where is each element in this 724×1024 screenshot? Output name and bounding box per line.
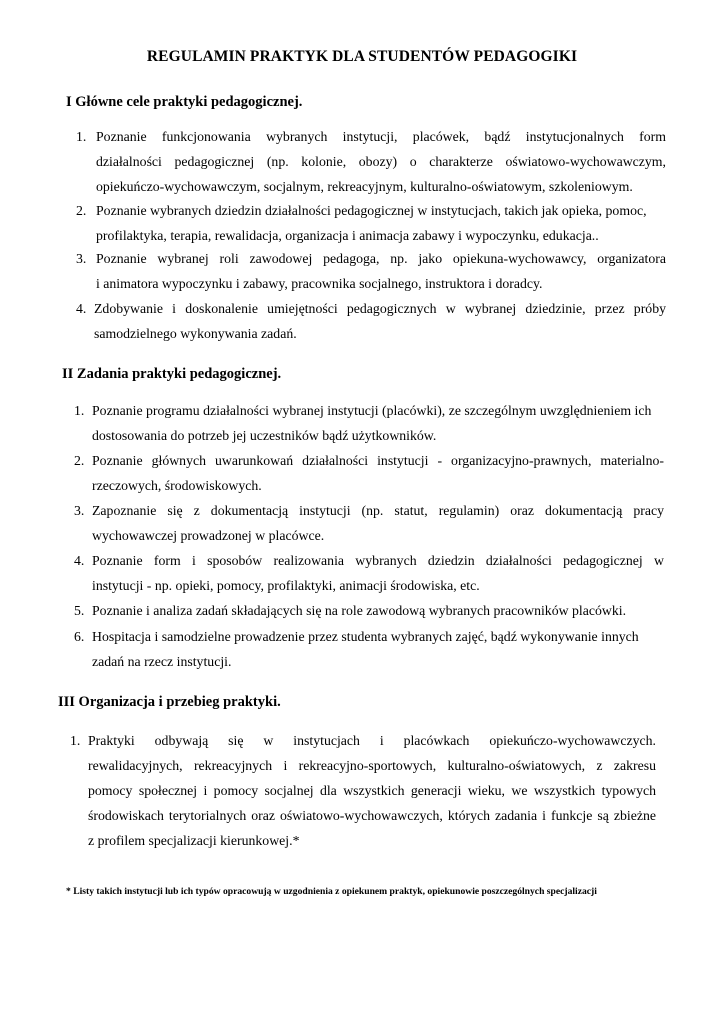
section-heading-1: I Główne cele praktyki pedagogicznej. <box>66 94 303 110</box>
item-line: pomocy społecznej i pomocy socjalnej dla wszystkich generacji wieku, we wszystkich typowych <box>88 783 656 798</box>
item-line: profilaktyka, terapia, rewalidacja, organizacja i animacja zabawy i wypoczynku, edukacja.. <box>96 228 599 243</box>
item-line: i animatora wypoczynku i zabawy, pracownika socjalnego, instruktora i doradcy. <box>96 276 543 291</box>
item-line: Poznanie głównych uwarunkowań działalności instytucji - organizacyjno-prawnych, materialno- <box>92 453 664 468</box>
item-line: instytucji - np. opieki, pomocy, profilaktyki, animacji środowiska, etc. <box>92 578 480 593</box>
item-number: 2. <box>76 203 87 218</box>
item-line: dostosowania do potrzeb jej uczestników bądź użytkowników. <box>92 428 437 443</box>
list-item <box>76 296 666 346</box>
item-line: zadań na rzecz instytucji. <box>92 654 232 669</box>
item-number: 1. <box>74 403 85 418</box>
item-line: rewalidacyjnych, rekreacyjnych i rekreacyjno-sportowych, kulturalno-oświatowych, z zakresu <box>88 758 656 773</box>
item-number: 4. <box>74 553 85 568</box>
list-item <box>74 448 664 498</box>
item-line: Poznanie programu działalności wybranej instytucji (placówki), ze szczególnym uwzględnieniem ich <box>92 403 652 418</box>
item-line: rzeczowych, środowiskowych. <box>92 478 262 493</box>
item-line: działalności pedagogicznej (np. kolonie, obozy) o charakterze oświatowo-wychowawczym, <box>96 154 666 169</box>
list-item <box>74 548 664 598</box>
item-number: 6. <box>74 629 85 644</box>
item-number: 3. <box>76 251 87 266</box>
item-line: z profilem specjalizacji kierunkowej.* <box>88 833 300 848</box>
item-number: 2. <box>74 453 85 468</box>
item-line: Poznanie wybranej roli zawodowej pedagoga, np. jako opiekuna-wychowawcy, organizatora <box>96 251 666 266</box>
list-item <box>76 124 666 199</box>
section-heading-3: III Organizacja i przebieg praktyki. <box>58 694 281 710</box>
list-item <box>74 598 664 623</box>
list-item <box>76 246 666 296</box>
item-line: Poznanie wybranych dziedzin działalności pedagogicznej w instytucjach, takich jak opieka, pomoc, <box>96 203 647 218</box>
item-number: 4. <box>76 301 87 316</box>
item-line: Hospitacja i samodzielne prowadzenie przez studenta wybranych zajęć, bądź wykonywanie innych <box>92 629 639 644</box>
item-line: wychowawczej prowadzonej w placówce. <box>92 528 325 543</box>
item-line: samodzielnego wykonywania zadań. <box>94 326 297 341</box>
item-line: Poznanie i analiza zadań składających się na role zawodową wybranych pracowników placówki. <box>92 603 627 618</box>
item-line: Zapoznanie się z dokumentacją instytucji (np. statut, regulamin) oraz dokumentacją pracy <box>92 503 664 518</box>
section-heading-2: II Zadania praktyki pedagogicznej. <box>62 366 282 382</box>
list-item <box>74 398 664 448</box>
item-line: Poznanie form i sposobów realizowania wybranych dziedzin działalności pedagogicznej w <box>92 553 664 568</box>
footnote: * Listy takich instytucji lub ich typów opracowują w uzgodnienia z opiekunem praktyk, opiekunowie poszczególnych specjalizacji <box>66 886 597 897</box>
list-item <box>74 498 664 548</box>
item-line: Praktyki odbywają się w instytucjach i placówkach opiekuńczo-wychowawczych. <box>88 733 656 748</box>
item-line: środowiskach terytorialnych oraz oświatowo-wychowawczych, których zadania i funkcje są zbieżne <box>88 808 656 823</box>
item-number: 1. <box>70 733 81 748</box>
item-line: Zdobywanie i doskonalenie umiejętności pedagogicznych w wybranej dziedzinie, przez próby <box>94 301 666 316</box>
item-number: 5. <box>74 603 85 618</box>
page-title: REGULAMIN PRAKTYK DLA STUDENTÓW PEDAGOGIKI <box>146 48 578 65</box>
list-item <box>70 728 656 853</box>
item-number: 3. <box>74 503 85 518</box>
list-item <box>74 624 664 674</box>
list-item <box>76 198 666 248</box>
item-line: Poznanie funkcjonowania wybranych instytucji, placówek, bądź instytucjonalnych form <box>96 129 666 144</box>
item-number: 1. <box>76 129 87 144</box>
item-line: opiekuńczo-wychowawczym, socjalnym, rekreacyjnym, kulturalno-oświatowym, szkoleniowym. <box>96 179 633 194</box>
